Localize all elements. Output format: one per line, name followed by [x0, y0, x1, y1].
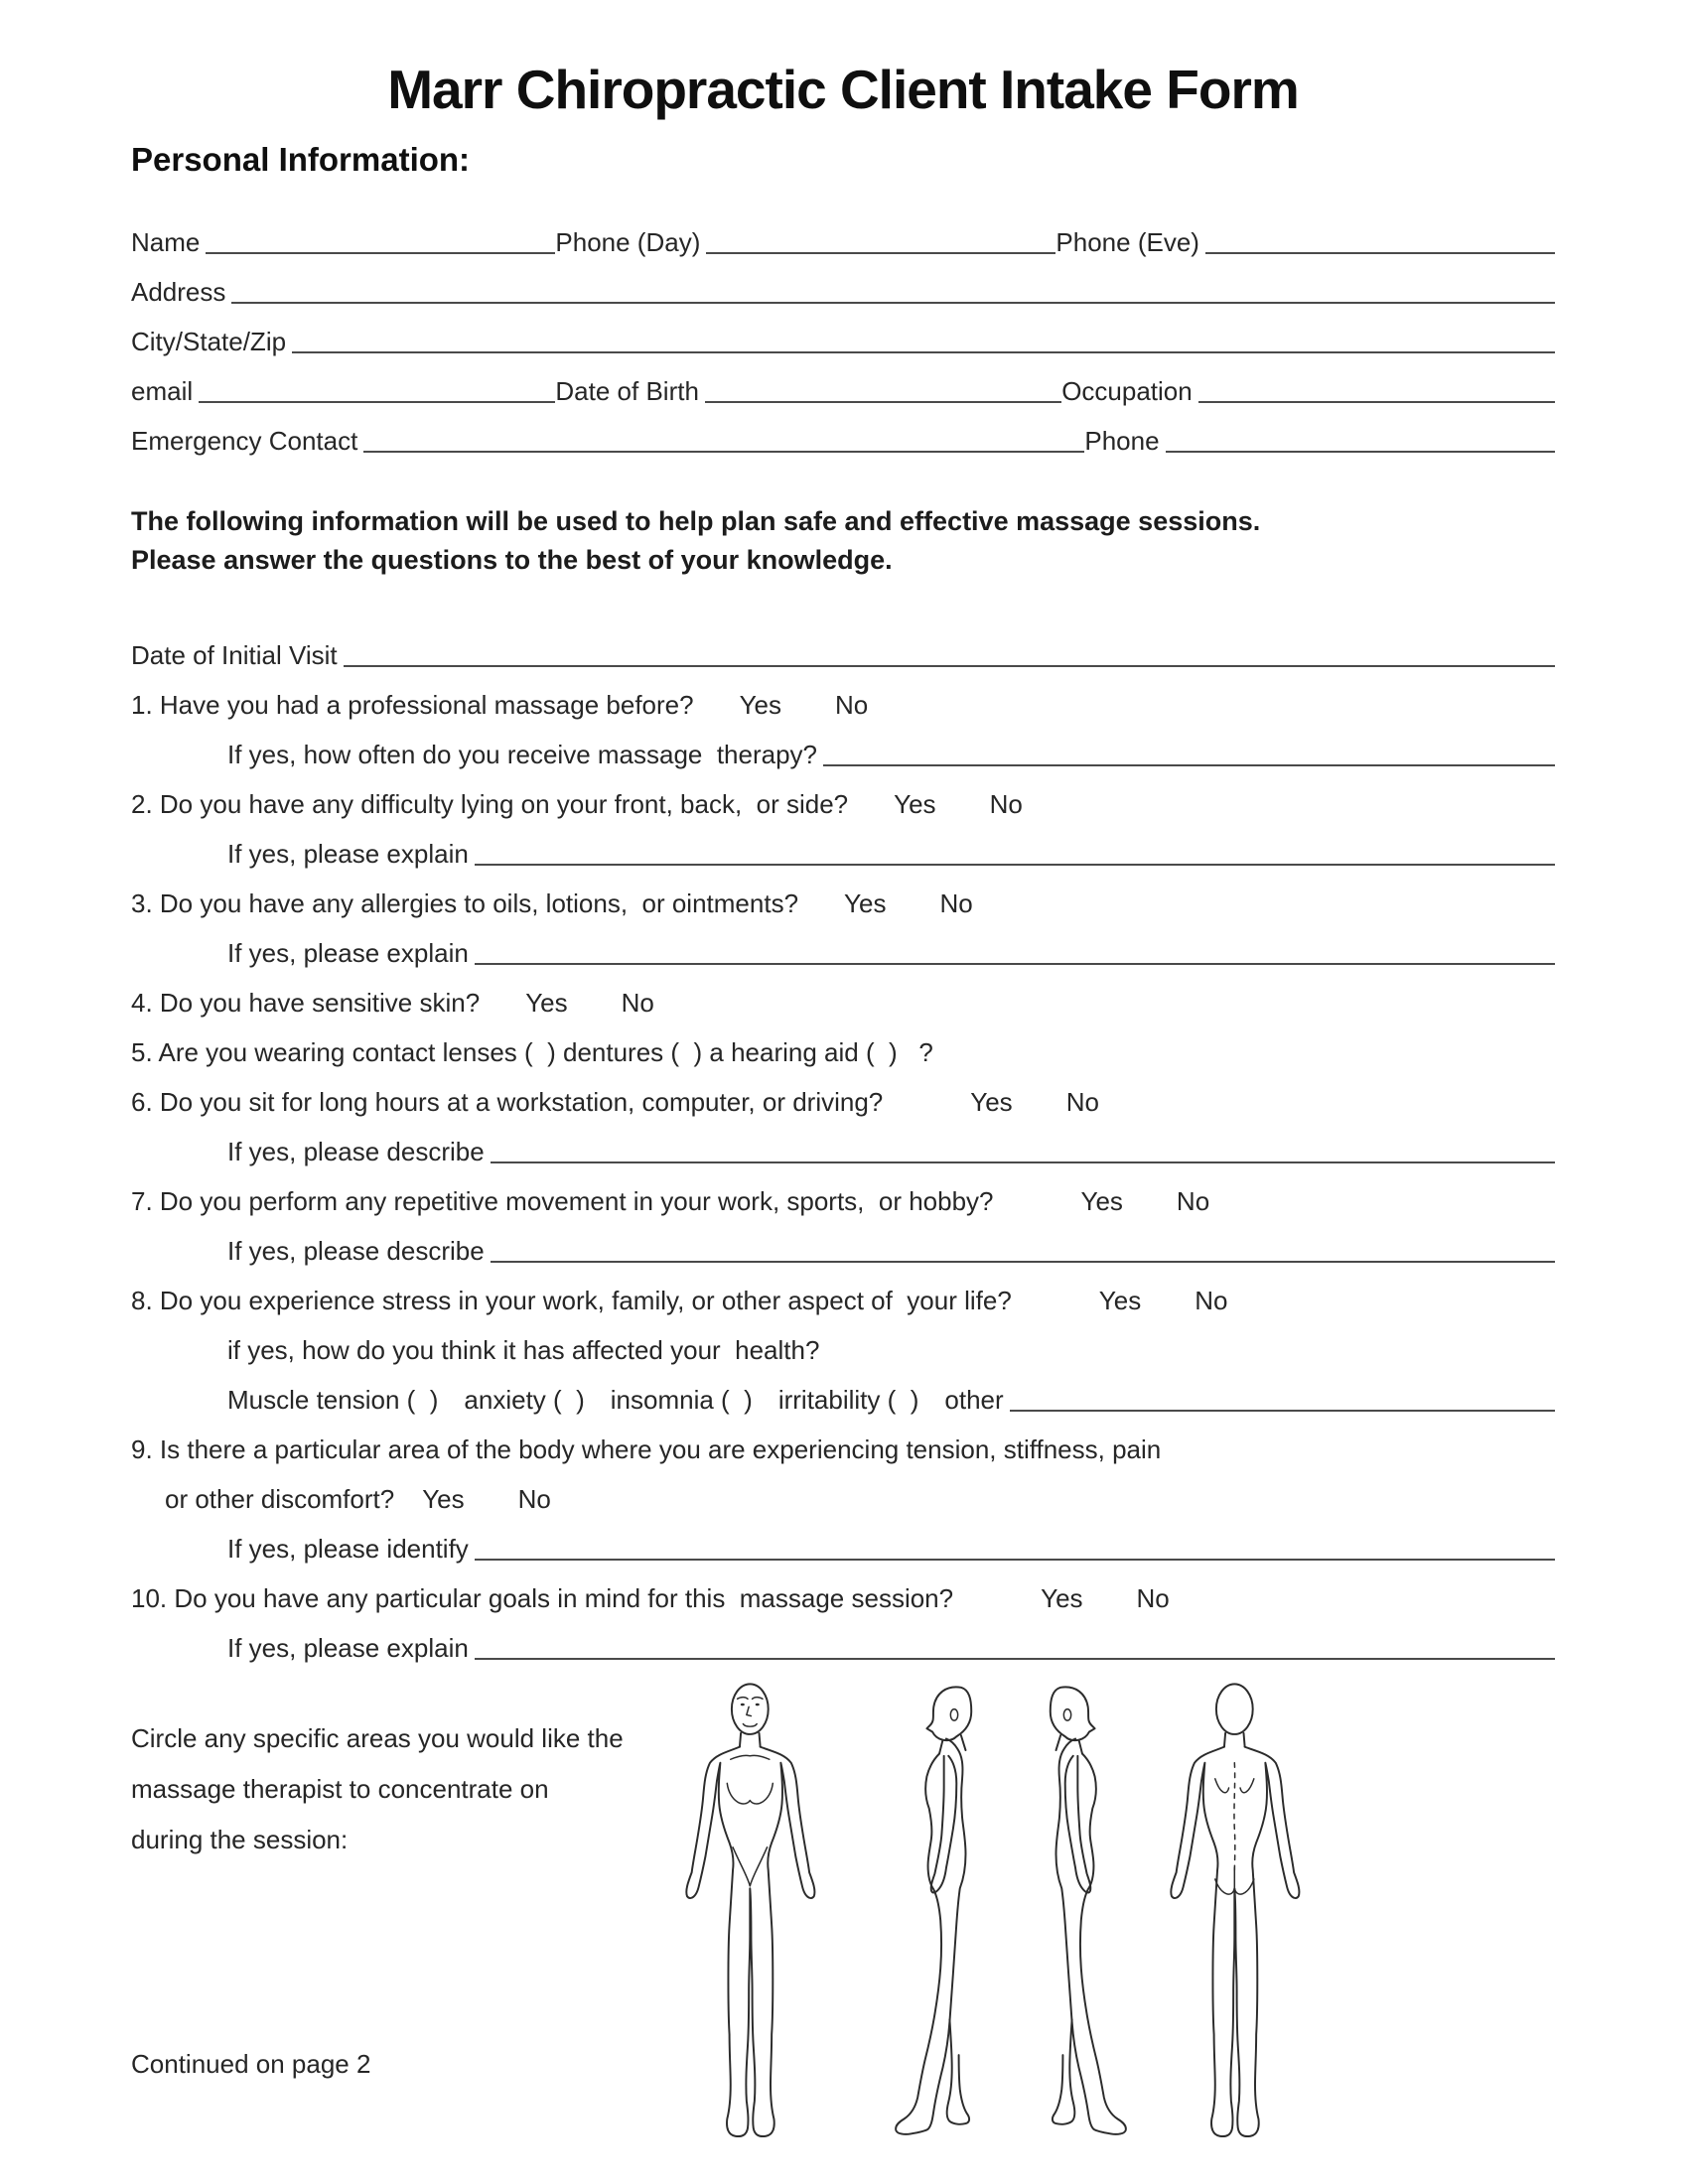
question-8-text: 8. Do you experience stress in your work, family, or other aspect of your life? — [131, 1286, 1012, 1315]
question-6-followup-row — [131, 1118, 1555, 1167]
initial-visit-row — [131, 621, 1555, 671]
question-3-followup-label: If yes, please explain — [227, 938, 469, 968]
personal-info-heading: Personal Information: — [131, 141, 471, 178]
question-1-text: 1. Have you had a professional massage before? — [131, 690, 694, 720]
date-of-birth-label: Date of Birth — [555, 376, 699, 406]
question-10-followup-row — [131, 1614, 1555, 1664]
occupation-label: Occupation — [1061, 376, 1193, 406]
phone-day-field-line[interactable] — [706, 252, 1055, 254]
question-4-row — [131, 969, 1555, 1019]
question-9-text-continued: or other discomfort? — [165, 1484, 395, 1514]
question-1-followup-row — [131, 721, 1555, 770]
phone-eve-label: Phone (Eve) — [1055, 227, 1199, 257]
initial-visit-field-line[interactable] — [344, 665, 1555, 667]
question-9-followup-line[interactable] — [475, 1559, 1555, 1561]
question-1-row — [131, 671, 1555, 721]
intro-line-1: The following information will be used to help plan safe and effective massage sessions. — [131, 506, 1261, 536]
question-4-no[interactable]: No — [621, 988, 654, 1018]
question-1-followup-label: If yes, how often do you receive massage therapy? — [227, 740, 818, 769]
question-10-yes[interactable]: Yes — [1041, 1583, 1083, 1613]
checklist-insomnia[interactable]: insomnia ( ) — [610, 1385, 753, 1415]
question-9-no[interactable]: No — [517, 1484, 551, 1514]
front-figure-left-eye — [741, 1704, 745, 1706]
question-6-followup-label: If yes, please describe — [227, 1137, 485, 1166]
intro-paragraph — [131, 502, 1555, 580]
question-3-no[interactable]: No — [939, 888, 973, 918]
address-field-line[interactable] — [231, 302, 1555, 304]
initial-visit-label: Date of Initial Visit — [131, 640, 338, 670]
question-6-text: 6. Do you sit for long hours at a workstation, computer, or driving? — [131, 1087, 884, 1117]
question-3-yes[interactable]: Yes — [844, 888, 887, 918]
question-9-followup-label: If yes, please identify — [227, 1534, 469, 1564]
personal-row-name-phones — [131, 208, 1555, 258]
back-figure-spine-line — [1234, 1763, 1235, 1875]
diagram-instruction-line-1: Circle any specific areas you would like the — [131, 1723, 624, 1753]
question-8-row — [131, 1267, 1555, 1316]
question-10-no[interactable]: No — [1136, 1583, 1170, 1613]
body-figures — [655, 1668, 1331, 2164]
question-7-no[interactable]: No — [1176, 1186, 1210, 1216]
front-figure-hip-lines — [733, 1847, 768, 1886]
question-9-yes[interactable]: Yes — [422, 1484, 465, 1514]
name-field-line[interactable] — [206, 252, 555, 254]
body-figure-back[interactable] — [1171, 1684, 1299, 2136]
question-8-yes[interactable]: Yes — [1098, 1286, 1142, 1315]
question-5-row — [131, 1019, 1555, 1068]
question-9-row — [131, 1416, 1555, 1465]
question-7-row — [131, 1167, 1555, 1217]
question-7-yes[interactable]: Yes — [1080, 1186, 1123, 1216]
question-6-no[interactable]: No — [1065, 1087, 1099, 1117]
question-3-followup-line[interactable] — [475, 963, 1555, 965]
question-7-followup-line[interactable] — [491, 1261, 1555, 1263]
date-of-birth-field-line[interactable] — [705, 401, 1061, 403]
question-2-row — [131, 770, 1555, 820]
question-8-followup-row — [131, 1316, 1555, 1366]
personal-row-emergency — [131, 407, 1555, 457]
emergency-phone-label: Phone — [1084, 426, 1160, 456]
intro-line-2: Please answer the questions to the best of your knowledge. — [131, 545, 893, 575]
question-4-text: 4. Do you have sensitive skin? — [131, 988, 481, 1018]
question-2-followup-label: If yes, please explain — [227, 839, 469, 869]
question-1-yes[interactable]: Yes — [739, 690, 782, 720]
phone-eve-field-line[interactable] — [1205, 252, 1555, 254]
question-8-followup-label: if yes, how do you think it has affected your health? — [227, 1335, 820, 1365]
continued-note: Continued on page 2 — [131, 2049, 371, 2079]
front-figure-right-eye — [756, 1704, 760, 1706]
question-7-followup-label: If yes, please describe — [227, 1236, 485, 1266]
page-title: Marr Chiropractic Client Intake Form — [387, 59, 1299, 120]
personal-row-email-dob-occupation — [131, 357, 1555, 407]
question-5-text: 5. Are you wearing contact lenses ( ) dentures ( ) a hearing aid ( ) ? — [131, 1037, 933, 1067]
checklist-muscle-tension[interactable]: Muscle tension ( ) — [227, 1385, 439, 1415]
question-1-followup-line[interactable] — [823, 764, 1555, 766]
question-6-followup-line[interactable] — [491, 1161, 1555, 1163]
front-figure-collar-lines — [731, 1755, 770, 1759]
question-2-no[interactable]: No — [989, 789, 1023, 819]
body-diagram-svg — [655, 1668, 1331, 2164]
front-figure-chest-lines — [727, 1783, 773, 1804]
question-9-followup-row — [131, 1515, 1555, 1565]
front-figure-face-lines — [738, 1698, 763, 1727]
phone-day-label: Phone (Day) — [555, 227, 701, 257]
question-3-text: 3. Do you have any allergies to oils, lotions, or ointments? — [131, 888, 799, 918]
body-diagram-section — [131, 1664, 1555, 2166]
question-9-text: 9. Is there a particular area of the body where you are experiencing tension, stiffness, pain — [131, 1434, 1162, 1464]
emergency-contact-label: Emergency Contact — [131, 426, 358, 456]
question-6-row — [131, 1068, 1555, 1118]
body-figure-front[interactable] — [686, 1684, 814, 2136]
question-3-row — [131, 870, 1555, 919]
question-2-text: 2. Do you have any difficulty lying on your front, back, or side? — [131, 789, 849, 819]
body-figure-side-left[interactable] — [896, 1687, 971, 2133]
question-2-followup-line[interactable] — [475, 864, 1555, 866]
question-3-followup-row — [131, 919, 1555, 969]
name-label: Name — [131, 227, 201, 257]
question-8-checklist-row — [131, 1366, 1555, 1416]
checklist-anxiety[interactable]: anxiety ( ) — [464, 1385, 585, 1415]
checklist-irritability[interactable]: irritability ( ) — [777, 1385, 919, 1415]
question-2-followup-row — [131, 820, 1555, 870]
city-state-zip-field-line[interactable] — [292, 351, 1555, 353]
diagram-instruction-line-2: massage therapist to concentrate on — [131, 1774, 549, 1804]
question-9-continued-row — [131, 1465, 1555, 1515]
body-figure-side-right[interactable] — [1051, 1687, 1126, 2133]
emergency-phone-field-line[interactable] — [1166, 451, 1555, 453]
question-10-row — [131, 1565, 1555, 1614]
question-10-text: 10. Do you have any particular goals in mind for this massage session? — [131, 1583, 954, 1613]
occupation-field-line[interactable] — [1198, 401, 1555, 403]
checklist-other-label: other — [944, 1385, 1004, 1415]
question-10-followup-line[interactable] — [475, 1658, 1555, 1660]
personal-row-address — [131, 258, 1555, 308]
checklist-other-line[interactable] — [1010, 1410, 1555, 1412]
question-2-yes[interactable]: Yes — [894, 789, 936, 819]
emergency-contact-field-line[interactable] — [363, 451, 1084, 453]
question-7-followup-row — [131, 1217, 1555, 1267]
email-label: email — [131, 376, 194, 406]
city-state-zip-label: City/State/Zip — [131, 327, 287, 356]
diagram-instructions — [131, 1713, 624, 1865]
back-figure-buttocks-lines — [1215, 1868, 1254, 1895]
question-10-followup-label: If yes, please explain — [227, 1633, 469, 1663]
personal-row-city-state-zip — [131, 308, 1555, 357]
question-1-no[interactable]: No — [835, 690, 869, 720]
question-6-yes[interactable]: Yes — [970, 1087, 1013, 1117]
question-8-no[interactable]: No — [1195, 1286, 1228, 1315]
diagram-instruction-line-3: during the session: — [131, 1825, 349, 1854]
email-field-line[interactable] — [199, 401, 555, 403]
question-7-text: 7. Do you perform any repetitive movement in your work, sports, or hobby? — [131, 1186, 994, 1216]
address-label: Address — [131, 277, 226, 307]
question-4-yes[interactable]: Yes — [525, 988, 568, 1018]
